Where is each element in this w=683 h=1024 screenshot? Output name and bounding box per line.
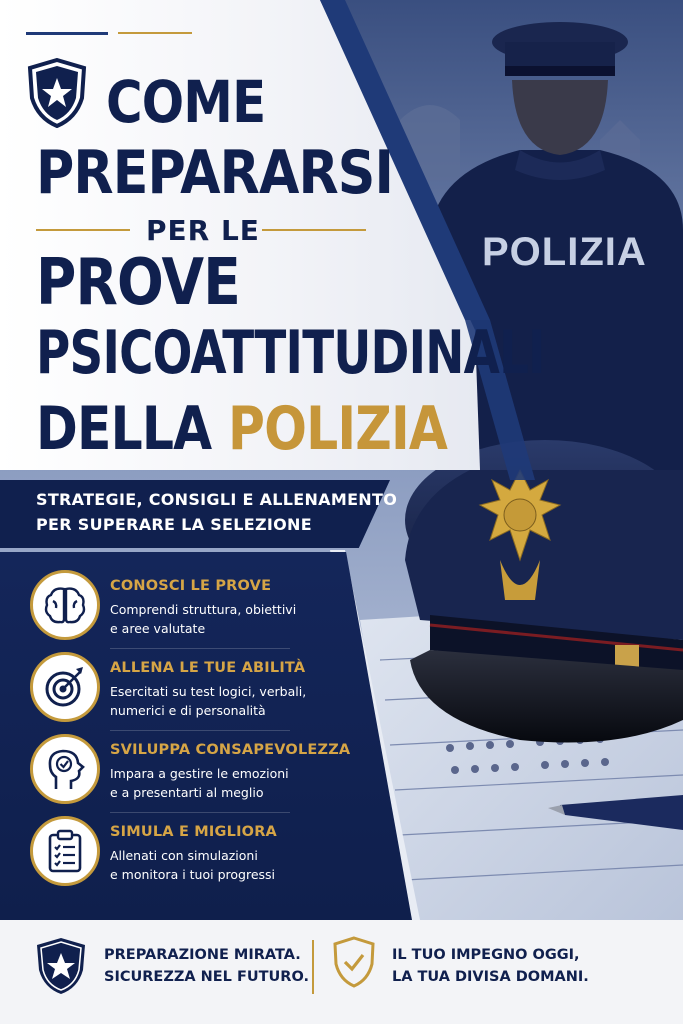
gold-rule-right xyxy=(262,229,366,231)
footer-slogan-left xyxy=(104,944,309,988)
footer-divider xyxy=(312,940,314,994)
footer-slogan-right xyxy=(392,944,589,988)
feature-separator xyxy=(110,812,290,813)
footer-right-line2: LA TUA DIVISA DOMANI. xyxy=(392,969,589,985)
feature-item xyxy=(30,570,360,650)
feature-description xyxy=(110,846,275,884)
subtitle-text xyxy=(36,487,397,537)
gold-rule-left xyxy=(36,229,130,231)
feature-description xyxy=(110,600,296,638)
feature-description xyxy=(110,764,289,802)
shield-star-icon xyxy=(34,936,88,996)
feature-title: ALLENA LE TUE ABILITÀ xyxy=(110,660,306,676)
head-check-icon xyxy=(30,734,100,804)
headline-highlight: POLIZIA xyxy=(228,394,448,464)
feature-separator xyxy=(110,648,290,649)
footer-left-line1: PREPARAZIONE MIRATA. xyxy=(104,947,301,963)
feature-item xyxy=(30,816,360,896)
feature-item xyxy=(30,652,360,732)
brain-icon xyxy=(30,570,100,640)
feature-separator xyxy=(110,730,290,731)
footer-left-line2: SICUREZZA NEL FUTURO. xyxy=(104,969,309,985)
target-icon xyxy=(30,652,100,722)
feature-title: CONOSCI LE PROVE xyxy=(110,578,272,594)
feature-item xyxy=(30,734,360,814)
headline-line5: PSICOATTITUDINALI xyxy=(36,318,545,388)
clipboard-icon xyxy=(30,816,100,886)
jacket-label: POLIZIA xyxy=(482,230,647,274)
subtitle-line1: STRATEGIE, CONSIGLI E ALLENAMENTO xyxy=(36,490,398,509)
subtitle-line2: PER SUPERARE LA SELEZIONE xyxy=(36,515,312,534)
feature-desc-line1: Esercitati su test logici, verbali, xyxy=(110,684,307,699)
headline-line6-prefix: DELLA xyxy=(36,394,229,464)
headline-line4: PROVE xyxy=(36,246,240,320)
feature-description xyxy=(110,682,306,720)
feature-desc-line2: e a presentarti al meglio xyxy=(110,785,264,800)
headline-line1: COME xyxy=(106,68,266,136)
footer-right-line1: IL TUO IMPEGNO OGGI, xyxy=(392,947,580,963)
decorative-line-gold xyxy=(118,32,192,34)
headline-line2: PREPARARSI xyxy=(36,138,394,208)
feature-desc-line1: Allenati con simulazioni xyxy=(110,848,258,863)
feature-desc-line1: Comprendi struttura, obiettivi xyxy=(110,602,297,617)
feature-title: SVILUPPA CONSAPEVOLEZZA xyxy=(110,742,351,758)
feature-desc-line2: numerici e di personalità xyxy=(110,703,266,718)
feature-desc-line1: Impara a gestire le emozioni xyxy=(110,766,289,781)
feature-title: SIMULA E MIGLIORA xyxy=(110,824,277,840)
feature-desc-line2: e monitora i tuoi progressi xyxy=(110,867,276,882)
decorative-line xyxy=(26,32,108,35)
shield-check-icon xyxy=(332,936,376,988)
feature-desc-line2: e aree valutate xyxy=(110,621,206,636)
headline-line6 xyxy=(36,394,447,464)
headline-line3: PER LE xyxy=(146,214,260,247)
shield-star-icon xyxy=(26,58,88,128)
